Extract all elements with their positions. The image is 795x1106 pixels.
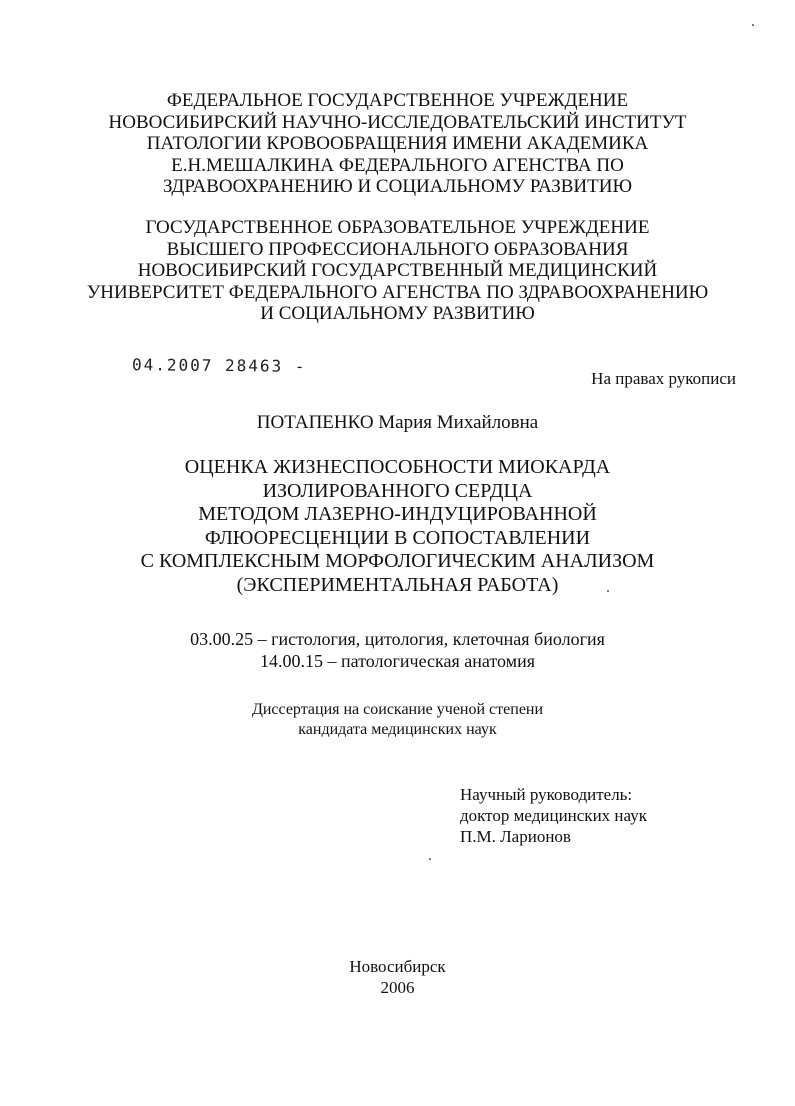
- registration-stamp: 04.2007 28463 -: [131, 355, 307, 376]
- degree-line: Диссертация на соискание ученой степени: [251, 701, 544, 718]
- supervisor-line: Научный руководитель:: [460, 785, 633, 804]
- title-line: ФЛЮОРЕСЦЕНЦИИ В СОПОСТАВЛЕНИИ: [204, 526, 591, 549]
- rights-note: На правах рукописи: [591, 369, 736, 388]
- org2-line: УНИВЕРСИТЕТ ФЕДЕРАЛЬНОГО АГЕНСТВА ПО ЗДРАВООХРАНЕНИЮ: [86, 281, 709, 303]
- supervisor-block: [460, 784, 647, 847]
- specialties: [0, 628, 795, 672]
- org1-line: ЗДРАВООХРАНЕНИЮ И СОЦИАЛЬНОМУ РАЗВИТИЮ: [163, 176, 632, 197]
- specialty-line: 14.00.15 – патологическая анатомия: [259, 651, 535, 671]
- title-line: (ЭКСПЕРИМЕНТАЛЬНАЯ РАБОТА): [236, 573, 559, 596]
- org1-line: НОВОСИБИРСКИЙ НАУЧНО-ИССЛЕДОВАТЕЛЬСКИЙ ИНСТИТУТ: [108, 111, 687, 133]
- title-line: С КОМПЛЕКСНЫМ МОРФОЛОГИЧЕСКИМ АНАЛИЗОМ: [140, 550, 655, 572]
- author-name: ПОТАПЕНКО Мария Михайловна: [256, 412, 539, 433]
- specialty-line: 03.00.25 – гистология, цитология, клеточная биология: [190, 629, 605, 649]
- org2-line: ВЫСШЕГО ПРОФЕССИОНАЛЬНОГО ОБРАЗОВАНИЯ: [166, 238, 629, 260]
- org2-line: ГОСУДАРСТВЕННОЕ ОБРАЗОВАТЕЛЬНОЕ УЧРЕЖДЕНИЕ: [145, 217, 650, 238]
- org1-line: Е.Н.МЕШАЛКИНА ФЕДЕРАЛЬНОГО АГЕНСТВА ПО: [171, 154, 624, 176]
- supervisor-line: доктор медицинских наук: [460, 806, 647, 825]
- degree-statement: [0, 700, 795, 740]
- title-line: ОЦЕНКА ЖИЗНЕСПОСОБНОСТИ МИОКАРДА: [184, 456, 611, 478]
- scan-speck: [429, 858, 431, 860]
- degree-line: кандидата медицинских наук: [298, 721, 497, 738]
- city: Новосибирск: [349, 957, 446, 976]
- org1-line: ФЕДЕРАЛЬНОЕ ГОСУДАРСТВЕННОЕ УЧРЕЖДЕНИЕ: [166, 90, 629, 111]
- org2-line: НОВОСИБИРСКИЙ ГОСУДАРСТВЕННЫЙ МЕДИЦИНСКИЙ: [137, 260, 658, 281]
- organization-header-university: [0, 217, 795, 325]
- org1-line: ПАТОЛОГИИ КРОВООБРАЩЕНИЯ ИМЕНИ АКАДЕМИКА: [146, 133, 649, 154]
- scan-speck: [752, 24, 754, 26]
- org2-line: И СОЦИАЛЬНОМУ РАЗВИТИЮ: [260, 303, 535, 324]
- year: 2006: [380, 978, 415, 997]
- scan-speck: [607, 590, 609, 592]
- supervisor-line: П.М. Ларионов: [460, 827, 571, 846]
- title-line: МЕТОДОМ ЛАЗЕРНО-ИНДУЦИРОВАННОЙ: [198, 503, 597, 525]
- city-and-year: [0, 956, 795, 998]
- organization-header-institute: [0, 90, 795, 198]
- dissertation-title: [0, 456, 795, 597]
- title-line: ИЗОЛИРОВАННОГО СЕРДЦА: [262, 479, 533, 502]
